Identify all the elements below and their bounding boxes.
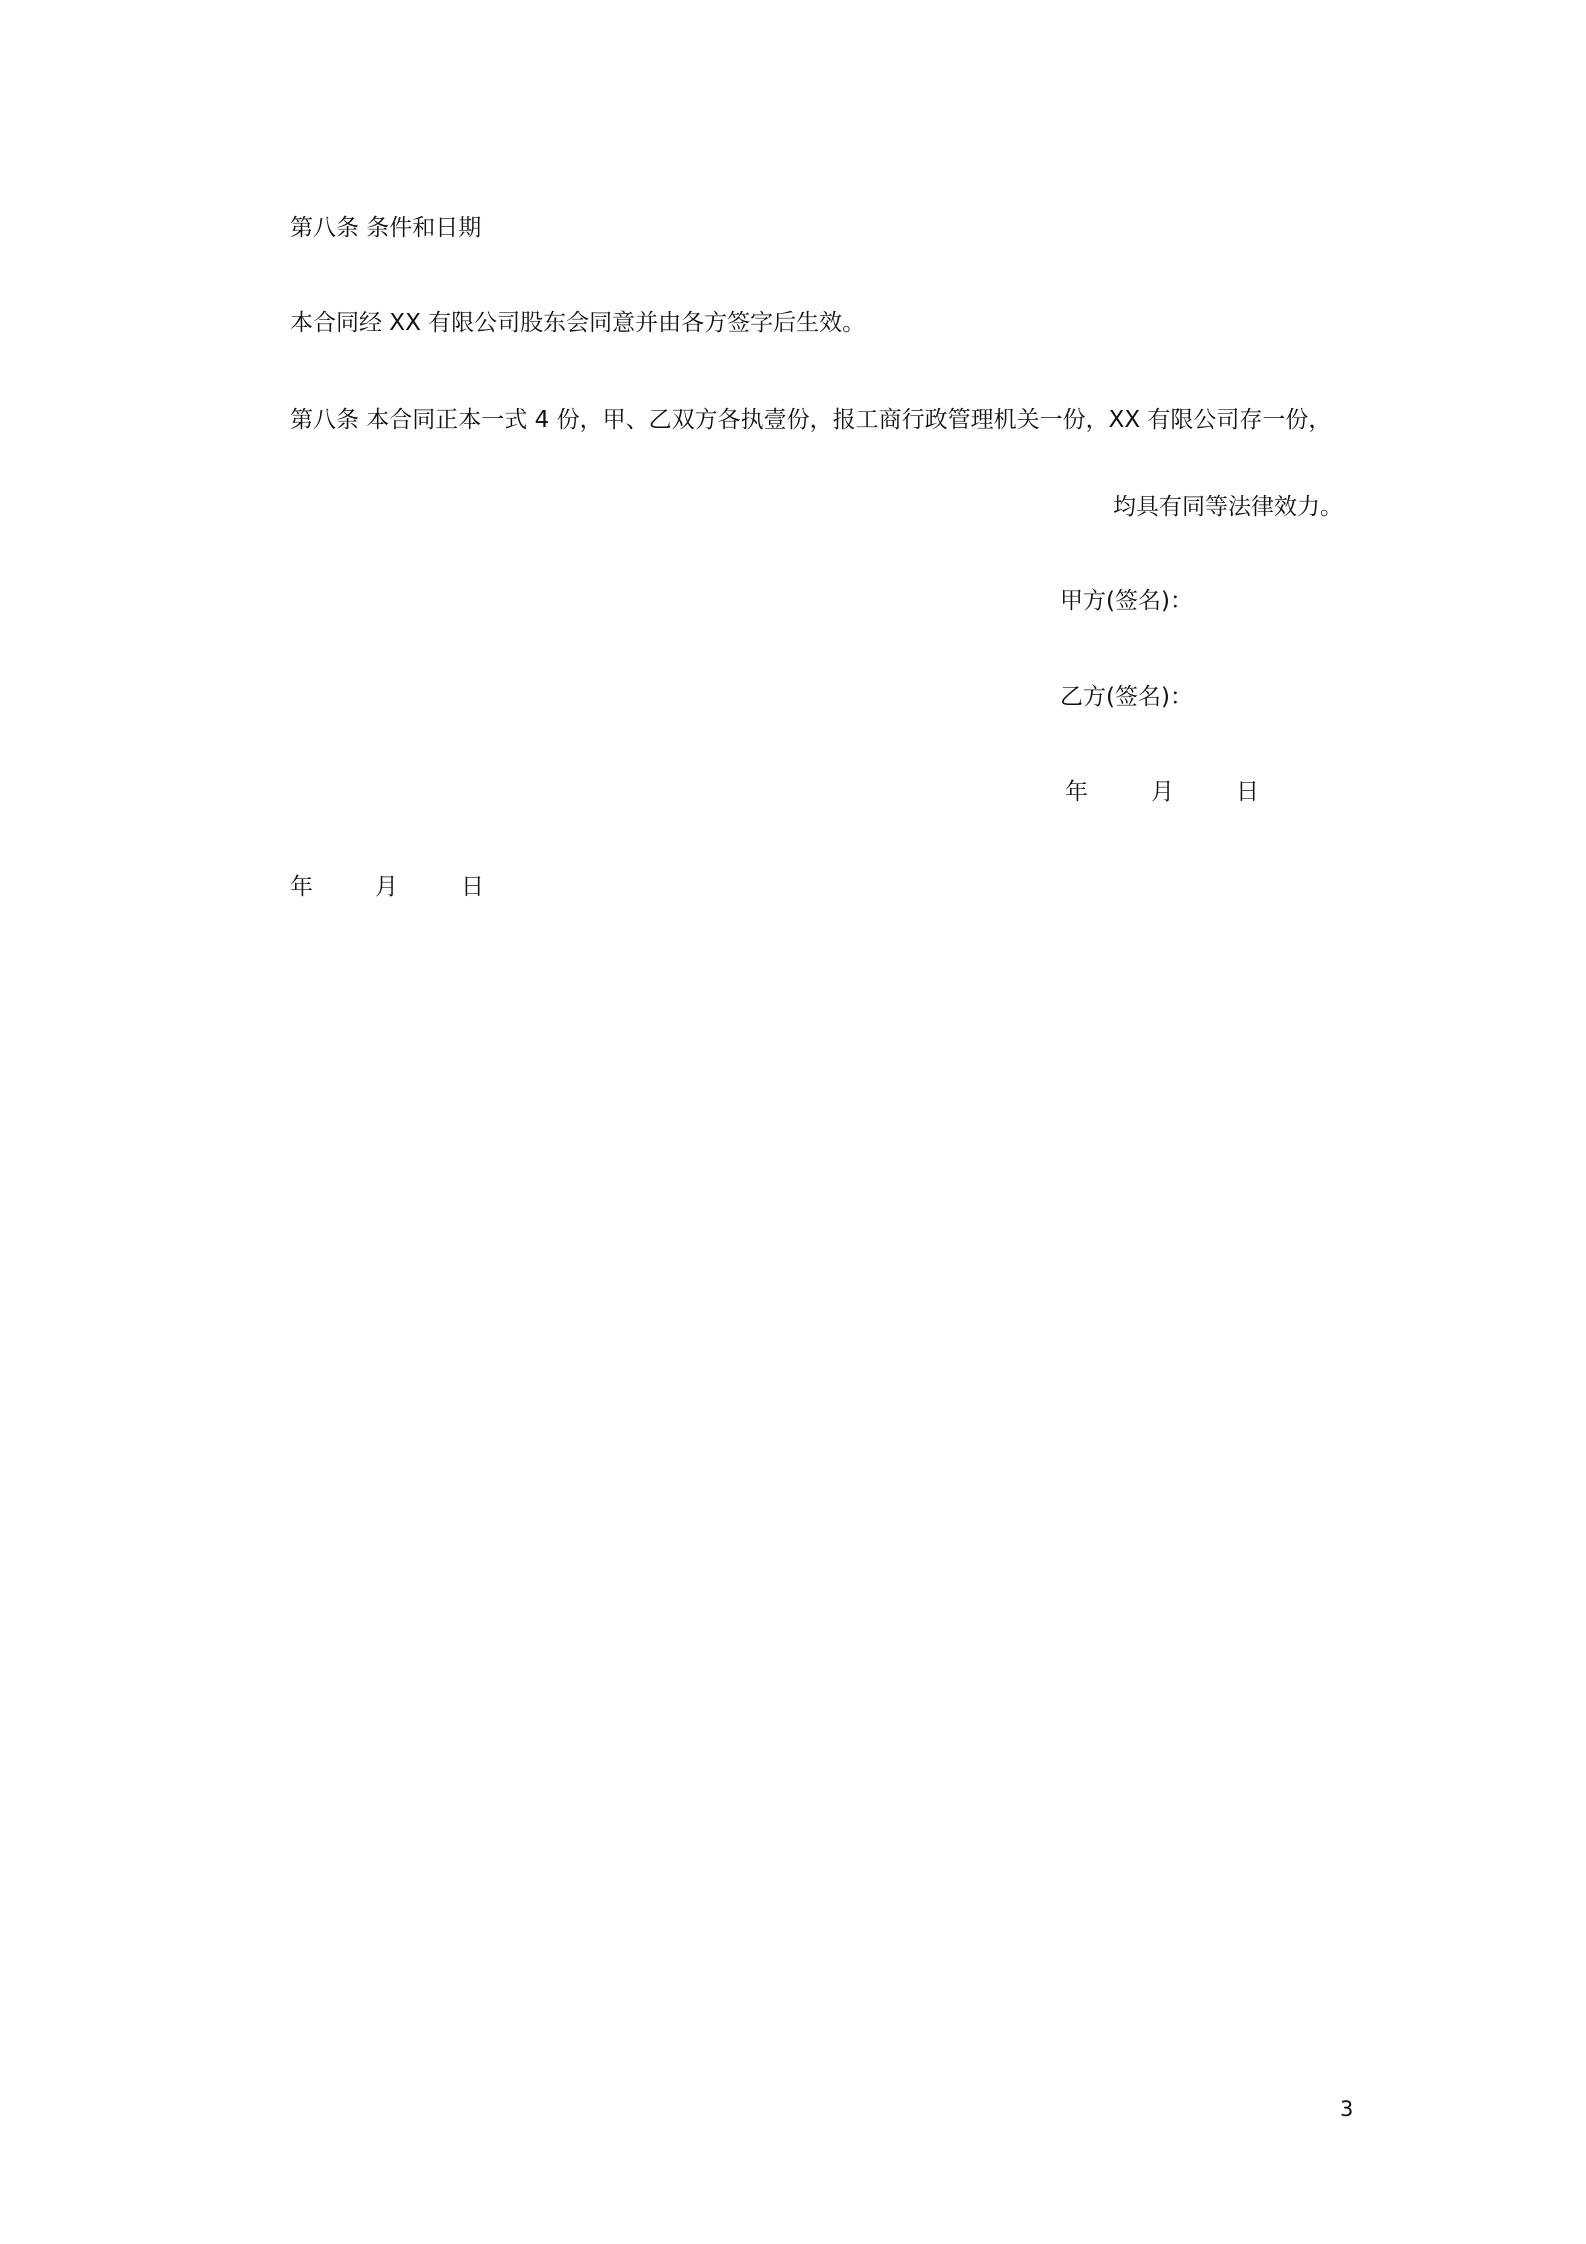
- signature-date-month: 月: [1151, 779, 1174, 805]
- party-a-signature-label: 甲方(签名)：: [1060, 588, 1193, 614]
- page-number: 3: [1340, 2097, 1354, 2121]
- party-b-signature-label: 乙方(签名)：: [1060, 684, 1193, 710]
- article-8-heading: 第八条 条件和日期: [290, 215, 482, 241]
- copies-clause-line-2: 均具有同等法律效力。: [1113, 494, 1343, 520]
- signature-date-day: 日: [1236, 779, 1259, 805]
- copies-clause-line-1: 第八条 本合同正本一式 4 份，甲、乙双方各执壹份，报工商行政管理机关一份，XX 有限公司存一份，: [290, 407, 1332, 433]
- footer-date-day: 日: [461, 874, 484, 900]
- effect-clause: 本合同经 XX 有限公司股东会同意并由各方签字后生效。: [290, 310, 866, 336]
- footer-date-year: 年: [290, 874, 313, 900]
- footer-date-month: 月: [375, 874, 398, 900]
- signature-date-year: 年: [1065, 779, 1088, 805]
